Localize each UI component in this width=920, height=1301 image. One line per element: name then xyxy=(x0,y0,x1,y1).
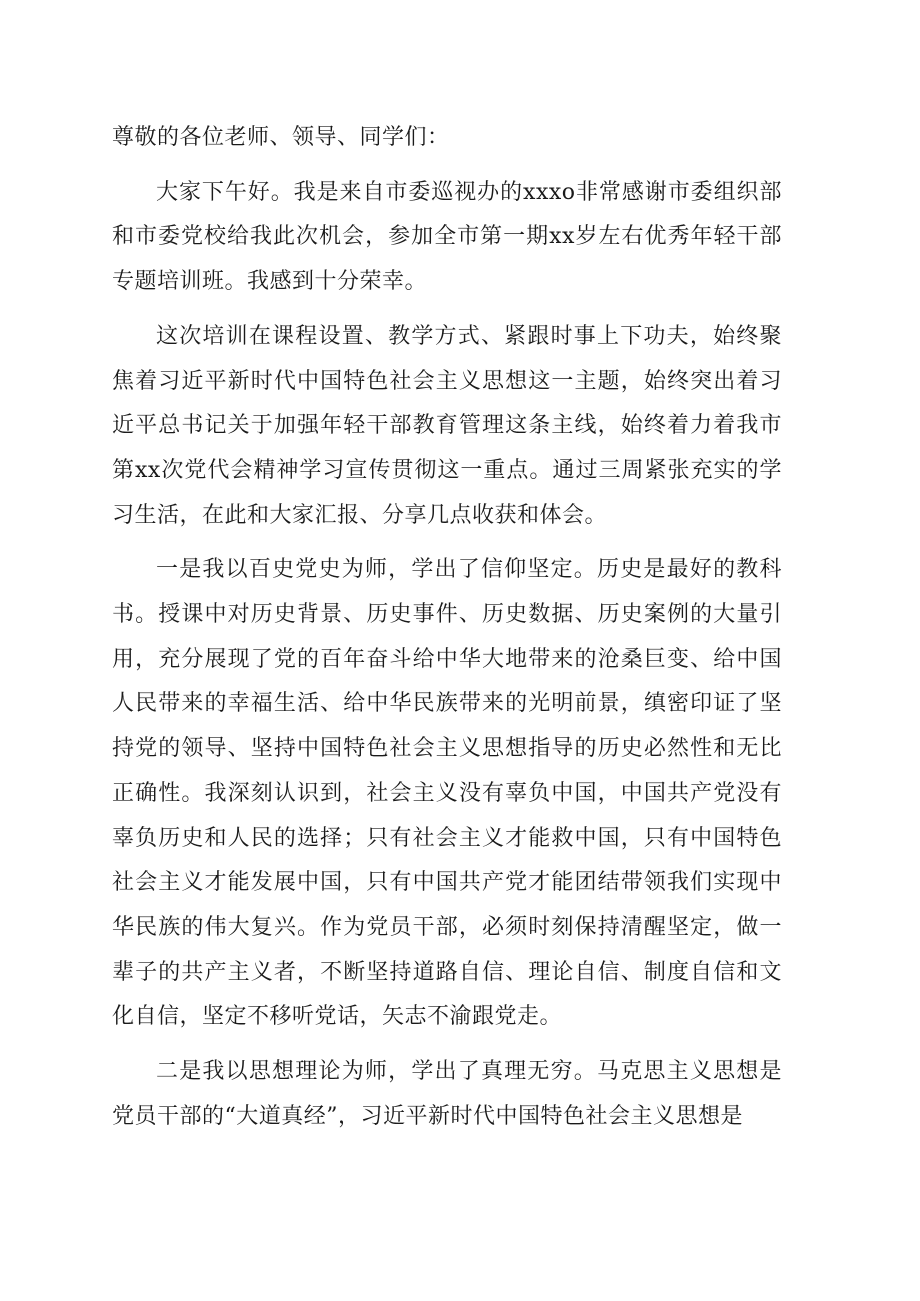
paragraph-point-one: 一是我以百史党史为师，学出了信仰坚定。历史是最好的教科书。授课中对历史背景、历史事件、历史数据、历史案例的大量引用，充分展现了党的百年奋斗给中华大地带来的沧桑巨变、给中国人民带来的幸福生活、给中华民族带来的光明前景，缜密印证了坚持党的领导、坚持中国特色社会主义思想指导的历史必然性和无比正确性。我深刻认识到，社会主义没有辜负中国，中国共产党没有辜负历史和人民的选择；只有社会主义才能救中国，只有中国特色社会主义才能发展中国，只有中国共产党才能团结带领我们实现中华民族的伟大复兴。作为党员干部，必须时刻保持清醒坚定，做一辈子的共产主义者，不断坚持道路自信、理论自信、制度自信和文化自信，坚定不移听党话，矢志不渝跟党走。 xyxy=(112,557,782,1030)
document-body xyxy=(112,116,782,1139)
paragraph-greeting: 大家下午好。我是来自市委巡视办的xxxo非常感谢市委组织部和市委党校给我此次机会，参加全市第一期xx岁左右优秀年轻干部专题培训班。我感到十分荣幸。 xyxy=(112,179,782,295)
salutation: 尊敬的各位老师、领导、同学们： xyxy=(112,125,450,150)
paragraph-point-two: 二是我以思想理论为师，学出了真理无穷。马克思主义思想是党员干部的“大道真经”，习近平新时代中国特色社会主义思想是 xyxy=(112,1059,782,1129)
paragraph-training-overview: 这次培训在课程设置、教学方式、紧跟时事上下功夫，始终聚焦着习近平新时代中国特色社会主义思想这一主题，始终突出着习近平总书记关于加强年轻干部教育管理这条主线，始终着力着我市第xx次党代会精神学习宣传贯彻这一重点。通过三周紧张充实的学习生活，在此和大家汇报、分享几点收获和体会。 xyxy=(112,323,782,528)
